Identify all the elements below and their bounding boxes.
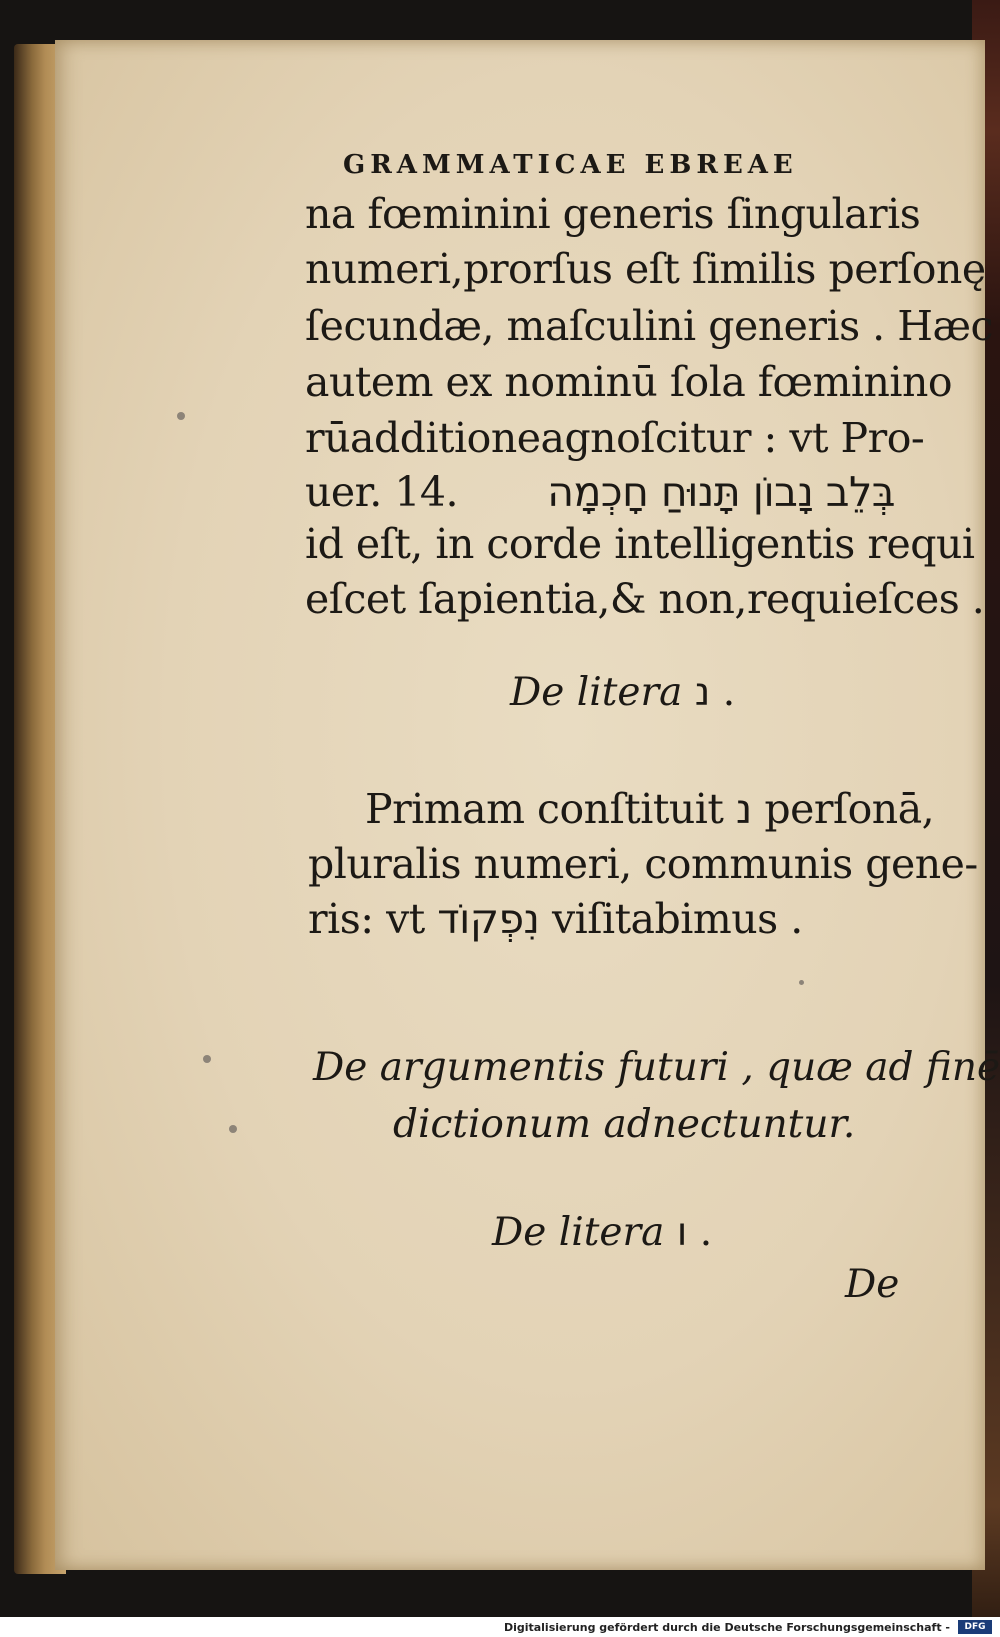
section-heading-argumentis: De argumentis futuri , quæ ad finē xyxy=(313,1045,1000,1090)
heading-text: De litera xyxy=(492,1210,665,1255)
text-line: eſcet ſapientia,& non,requieſces . xyxy=(305,575,985,623)
hebrew-letter-nun: נ xyxy=(735,785,752,833)
text-line xyxy=(308,895,803,943)
dfg-logo: DFG xyxy=(958,1620,992,1634)
hebrew-quote: בְּלֵב נָבוֹן תָּנוּחַ חָכְמָה xyxy=(547,468,895,516)
text-span: perſonā, xyxy=(764,785,935,833)
heading-text: De litera xyxy=(510,670,683,715)
hebrew-word: נִפְקוֹד xyxy=(437,895,540,943)
text-line: pluralis numeri, communis gene- xyxy=(308,840,978,888)
running-head: GRAMMATICAE EBREAE xyxy=(343,150,798,180)
text-span: ris: vt xyxy=(308,895,425,943)
book-page xyxy=(55,40,1000,1570)
text-line: id eſt, in corde intelligentis requi xyxy=(305,520,975,568)
text-line: autem ex nominū ſola fœminino xyxy=(305,358,953,406)
text-span: viſitabimus . xyxy=(552,895,803,943)
footer-credit: Digitalisierung gefördert durch die Deutsche Forschungsgemeinschaft - xyxy=(503,1621,950,1634)
text-span: Primam conſtituit xyxy=(365,785,724,833)
hebrew-letter-vav: ו xyxy=(676,1210,688,1255)
catchword: De xyxy=(845,1262,900,1307)
text-line xyxy=(365,785,934,833)
text-line: numeri,prorſus eſt ſimilis perſonę xyxy=(305,245,986,293)
section-heading-vav: De litera ו . xyxy=(492,1210,713,1255)
section-heading-argumentis-cont: dictionum adnectuntur. xyxy=(393,1102,856,1147)
text-line: ſecundæ, maſculini generis . Hæc xyxy=(305,302,993,350)
paper-speck xyxy=(229,1125,237,1133)
section-heading-nun: De litera נ . xyxy=(510,670,736,715)
text-line: na fœminini generis ſingularis xyxy=(305,190,921,238)
text-line: uer. 14. xyxy=(305,468,459,516)
hebrew-letter-nun: נ xyxy=(694,670,711,715)
paper-speck xyxy=(799,980,804,985)
paper-speck xyxy=(203,1055,211,1063)
text-line: rūadditioneagnoſcitur : vt Pro- xyxy=(305,414,925,462)
paper-speck xyxy=(177,412,185,420)
